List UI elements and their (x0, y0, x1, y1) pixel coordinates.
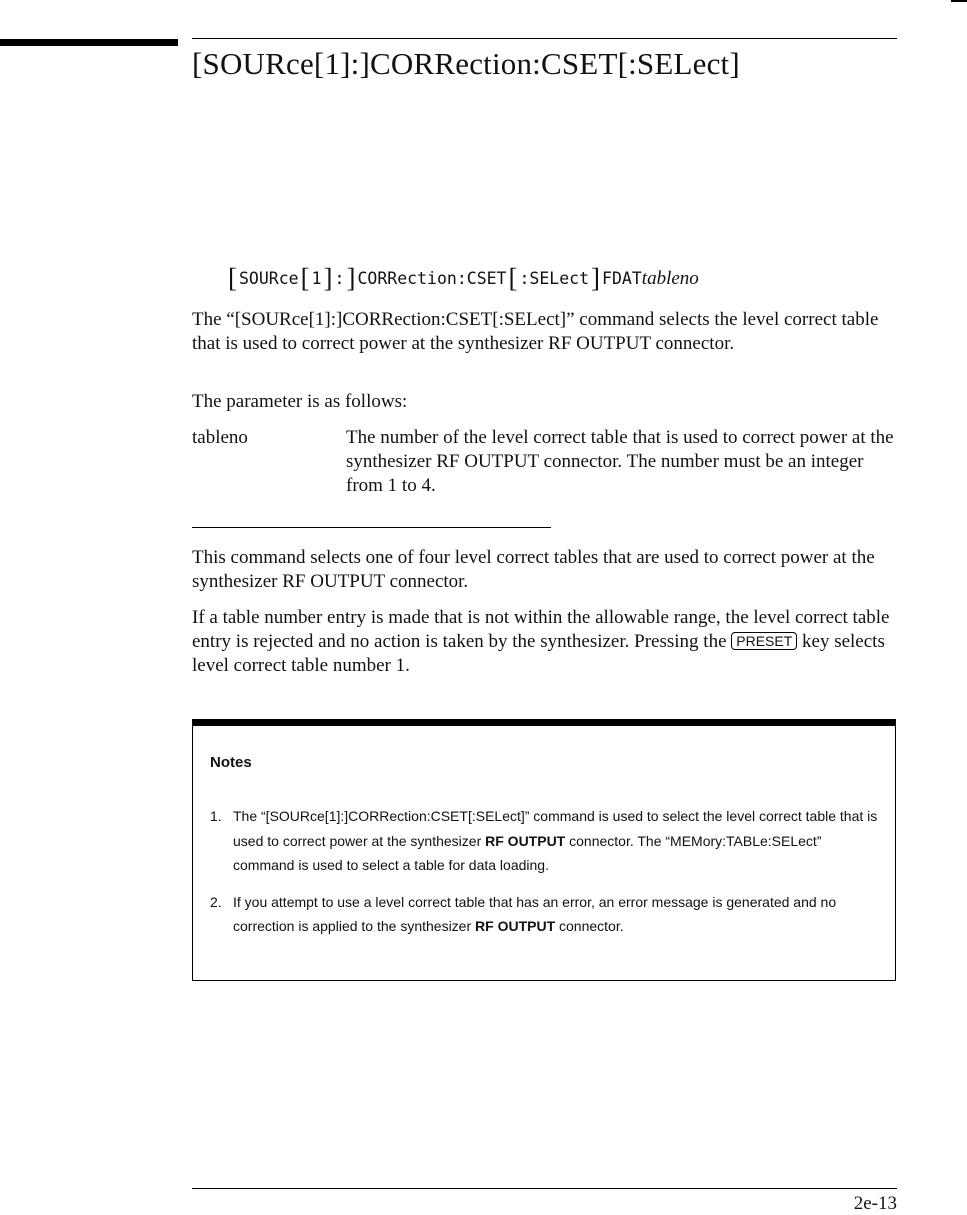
top-rule (192, 38, 897, 39)
syntax-parameter: tableno (641, 268, 699, 289)
note-number: 1. (210, 808, 222, 824)
discussion-paragraph (192, 546, 897, 594)
connector-name: RF OUTPUT (485, 832, 566, 849)
description-text-tail: connector. (650, 333, 735, 354)
note-text-tail: connector. (555, 918, 624, 934)
corner-mark (951, 0, 967, 2)
syntax-source: SOURce (239, 269, 299, 288)
syntax-select: :SELect (519, 269, 590, 288)
description-text: The “[SOURce[1]:]CORRection:CSET[:SELect]” command selects the level correct table that is used to correct power at the synthesizer (192, 309, 879, 354)
discussion-text-tail: key selects level correct table number 1. (192, 631, 885, 676)
discussion-text: If a table number entry is made that is not within the allowable range, the level correct table entry is rejected and no action is taken by the synthesizer. Pressing the (192, 607, 890, 652)
parameter-description-text: The number of the level correct table that is used to correct power at the synthesizer (346, 427, 894, 472)
note-text-tail: connector. The “MEMory:TABLe:SELect” command is used to select a table for data loading. (233, 832, 822, 873)
section-bar (0, 39, 178, 46)
note-text: The “[SOURce[1]:]CORRection:CSET[:SELect]” command is used to select the level correct table that is used to correct power at the synthesizer (233, 808, 878, 849)
connector-name: RF OUTPUT (436, 451, 539, 472)
syntax-index: 1 (311, 269, 322, 288)
discussion-text-tail: connector. (384, 571, 469, 592)
notes-list (193, 804, 895, 951)
syntax-colon: : (334, 269, 345, 288)
note-text: If you attempt to use a level correct table that has an error, an error message is generated and no correction is applied to the synthesizer (233, 893, 837, 934)
discussion-paragraph-preset (192, 606, 897, 678)
footer-rule (192, 1188, 897, 1189)
connector-name: RF OUTPUT (475, 918, 556, 934)
parameter-intro: The parameter is as follows: (192, 391, 408, 412)
section-divider (192, 527, 551, 528)
page-title: [SOURce[1]:]CORRection:CSET[:SELect] (192, 46, 740, 81)
page-number: 2e-13 (853, 1193, 897, 1214)
description-paragraph (192, 308, 897, 356)
discussion-text: This command selects one of four level correct tables that are used to correct power at the synthesizer (192, 547, 875, 592)
parameter-description-tail: connector. The number must be an integer from 1 to 4. (346, 451, 864, 496)
note-number: 2. (210, 893, 222, 910)
note-item (193, 804, 895, 878)
note-item (193, 890, 895, 939)
syntax-bracket: ] (591, 263, 601, 293)
preset-key: PRESET (731, 632, 797, 650)
syntax-bracket: ] (346, 263, 356, 293)
syntax-bracket: [ (228, 263, 237, 293)
notes-box (192, 719, 896, 981)
syntax-bracket: ] (323, 263, 333, 293)
command-syntax (226, 263, 699, 293)
connector-name: RF OUTPUT (548, 333, 651, 354)
parameter-name: tableno (192, 427, 248, 448)
syntax-bracket: [ (300, 263, 310, 293)
syntax-fdat: FDAT (602, 269, 642, 288)
syntax-bracket: [ (508, 263, 518, 293)
notes-title: Notes (210, 754, 252, 771)
parameter-description (346, 426, 898, 498)
connector-name: RF OUTPUT (282, 571, 385, 592)
syntax-correction: CORRection:CSET (357, 269, 507, 288)
